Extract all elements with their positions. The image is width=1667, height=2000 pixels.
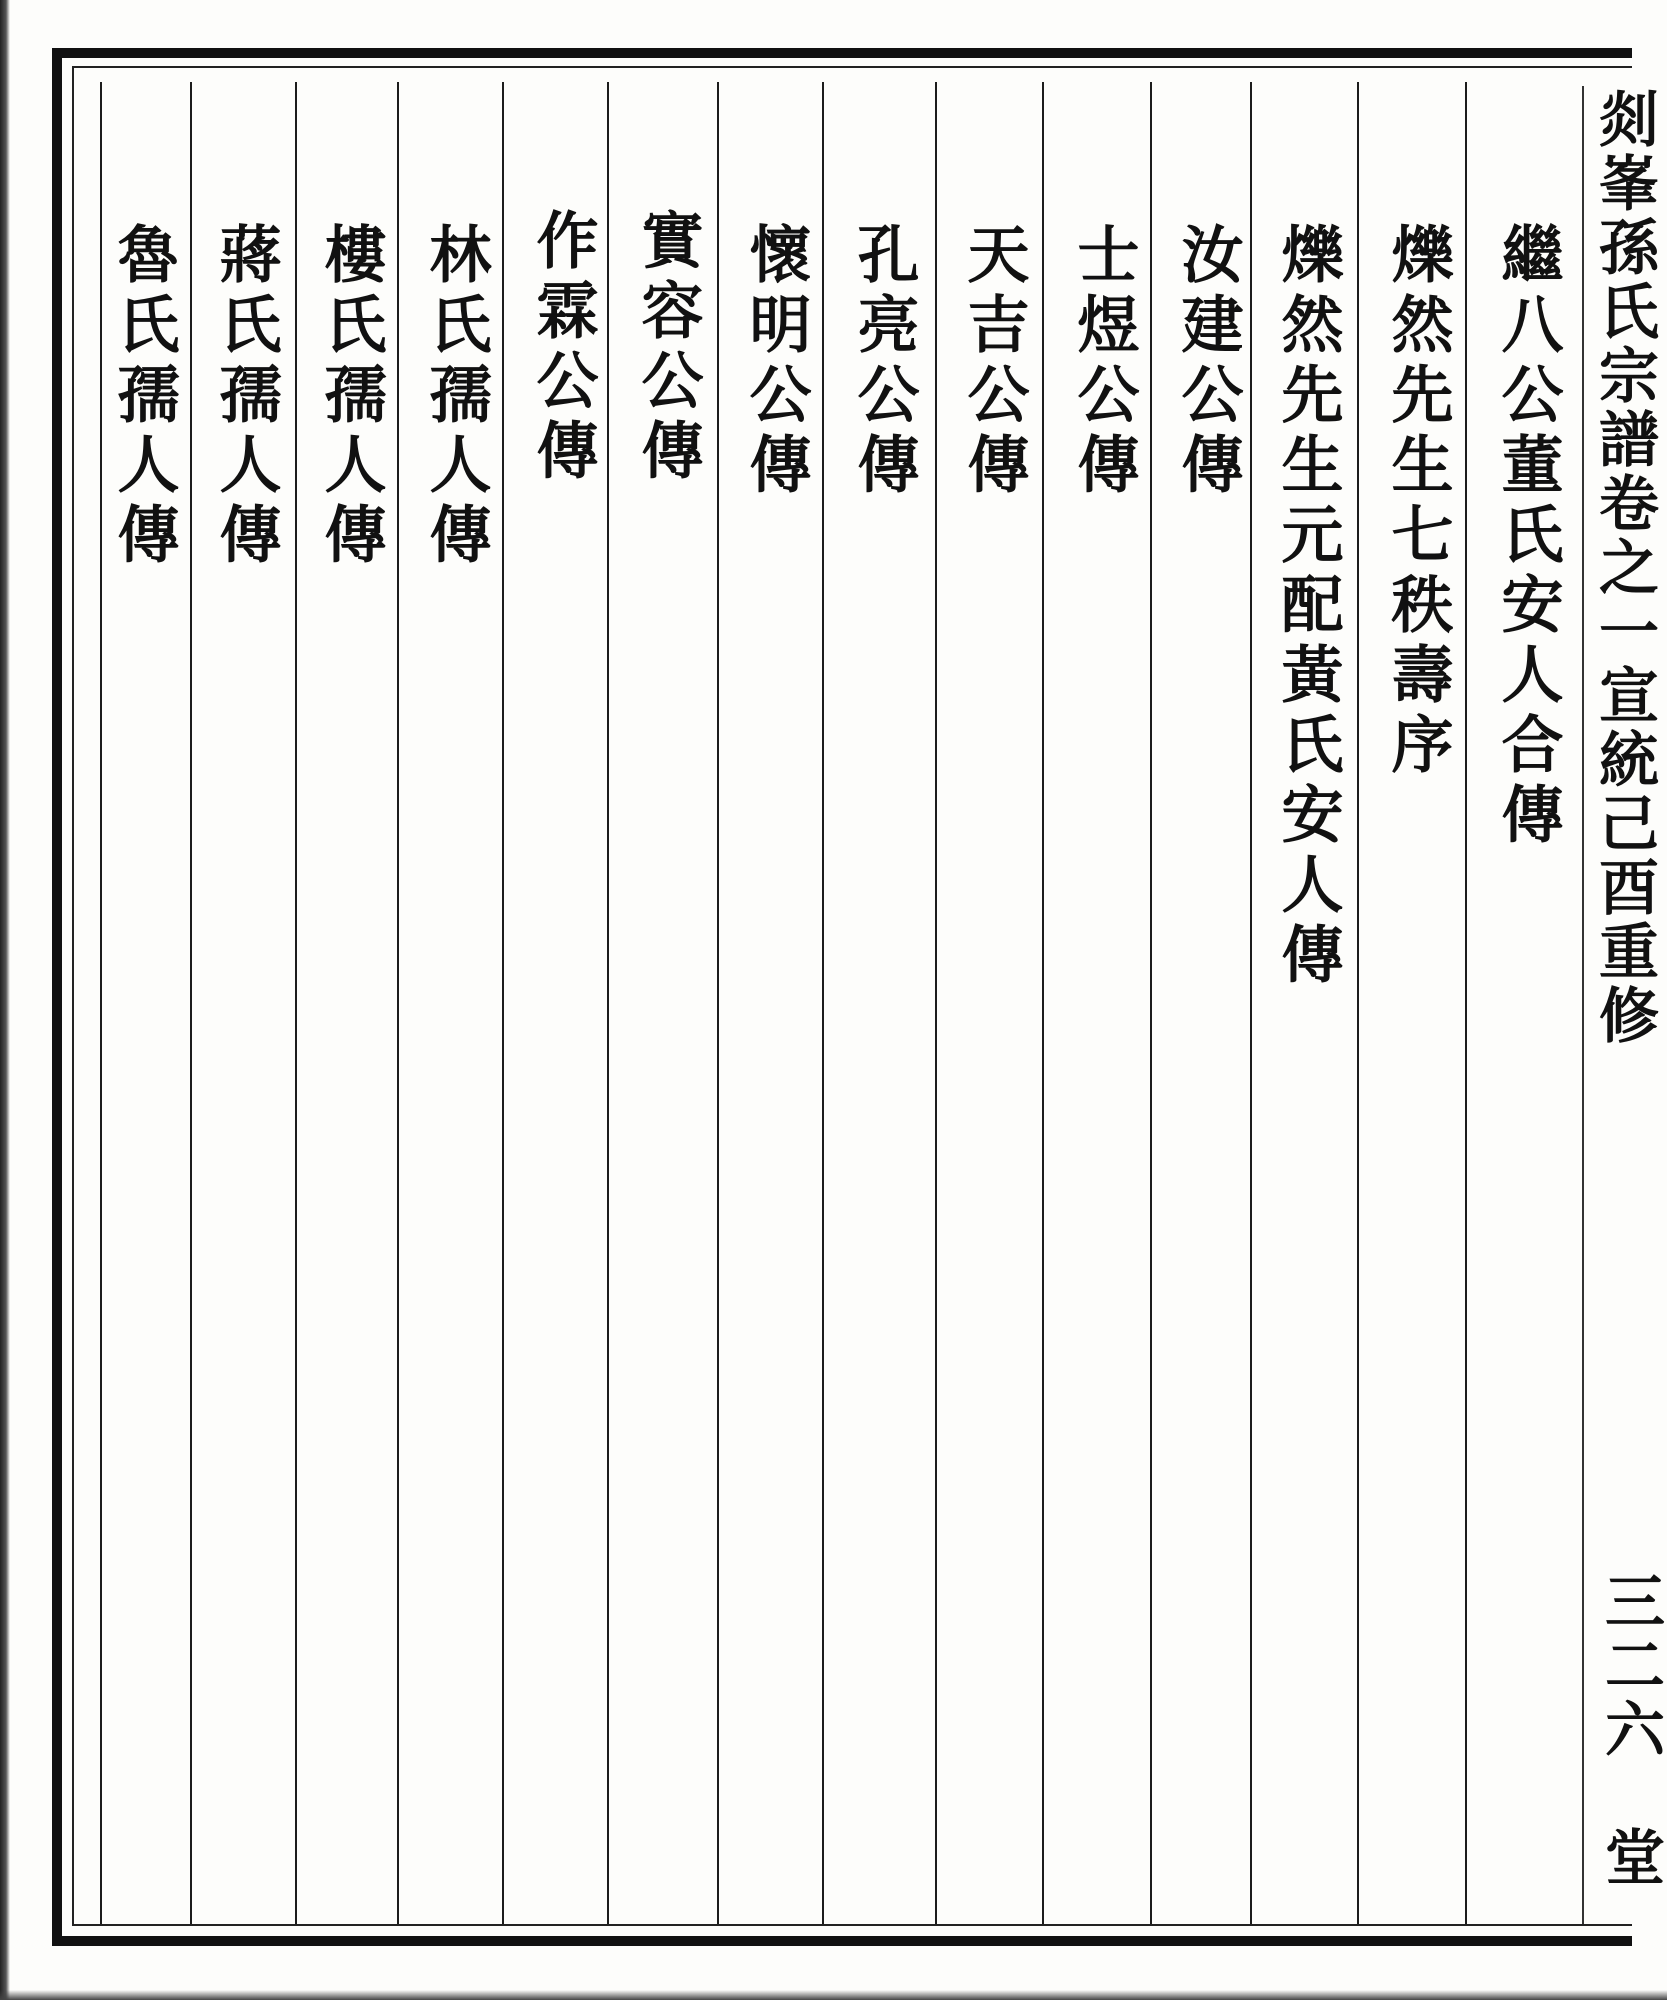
entry-5: 士煜公傳: [1067, 222, 1140, 502]
volume-label: 卷之一: [1589, 472, 1659, 664]
column-rule: [717, 82, 719, 1924]
entry-13: 蔣氏孺人傳: [209, 222, 282, 572]
entry-10: 作霖公傳: [526, 208, 599, 488]
column-rule: [502, 82, 504, 1924]
entry-8: 懷明公傳: [739, 222, 812, 502]
column-rule: [295, 82, 297, 1924]
bottom-edge: [0, 1990, 1667, 2000]
entry-11: 林氏孺人傳: [419, 222, 492, 572]
entry-6: 天吉公傳: [957, 222, 1030, 502]
margin-header: [1588, 88, 1660, 1048]
column-rule: [1150, 82, 1152, 1924]
column-rule: [1042, 82, 1044, 1924]
hall-name: 堂: [1595, 1826, 1665, 1886]
column-rule: [397, 82, 399, 1924]
edition-label: 宣統己酉重修: [1589, 664, 1659, 1048]
center-fold-rule: [1582, 86, 1584, 1924]
entry-7: 孔亮公傳: [847, 222, 920, 502]
entry-2: 爍然先生七秩壽序: [1381, 222, 1454, 782]
genealogy-title: 剡峯孫氏宗譜: [1589, 88, 1659, 472]
entry-3: 爍然先生元配黃氏安人傳: [1271, 222, 1344, 992]
leaf-number: 三二六: [1595, 1570, 1665, 1762]
entry-14: 魯氏孺人傳: [107, 222, 180, 572]
column-rule: [822, 82, 824, 1924]
column-rule: [935, 82, 937, 1924]
entry-4: 汝建公傳: [1171, 222, 1244, 502]
entry-1: 繼八公董氏安人合傳: [1491, 222, 1564, 852]
entry-12: 樓氏孺人傳: [314, 222, 387, 572]
column-rule: [1465, 82, 1467, 1924]
column-rule: [190, 82, 192, 1924]
column-rule: [1357, 82, 1359, 1924]
entry-9: 實容公傳: [631, 208, 704, 488]
binding-edge: [0, 0, 10, 2000]
column-rule: [607, 82, 609, 1924]
